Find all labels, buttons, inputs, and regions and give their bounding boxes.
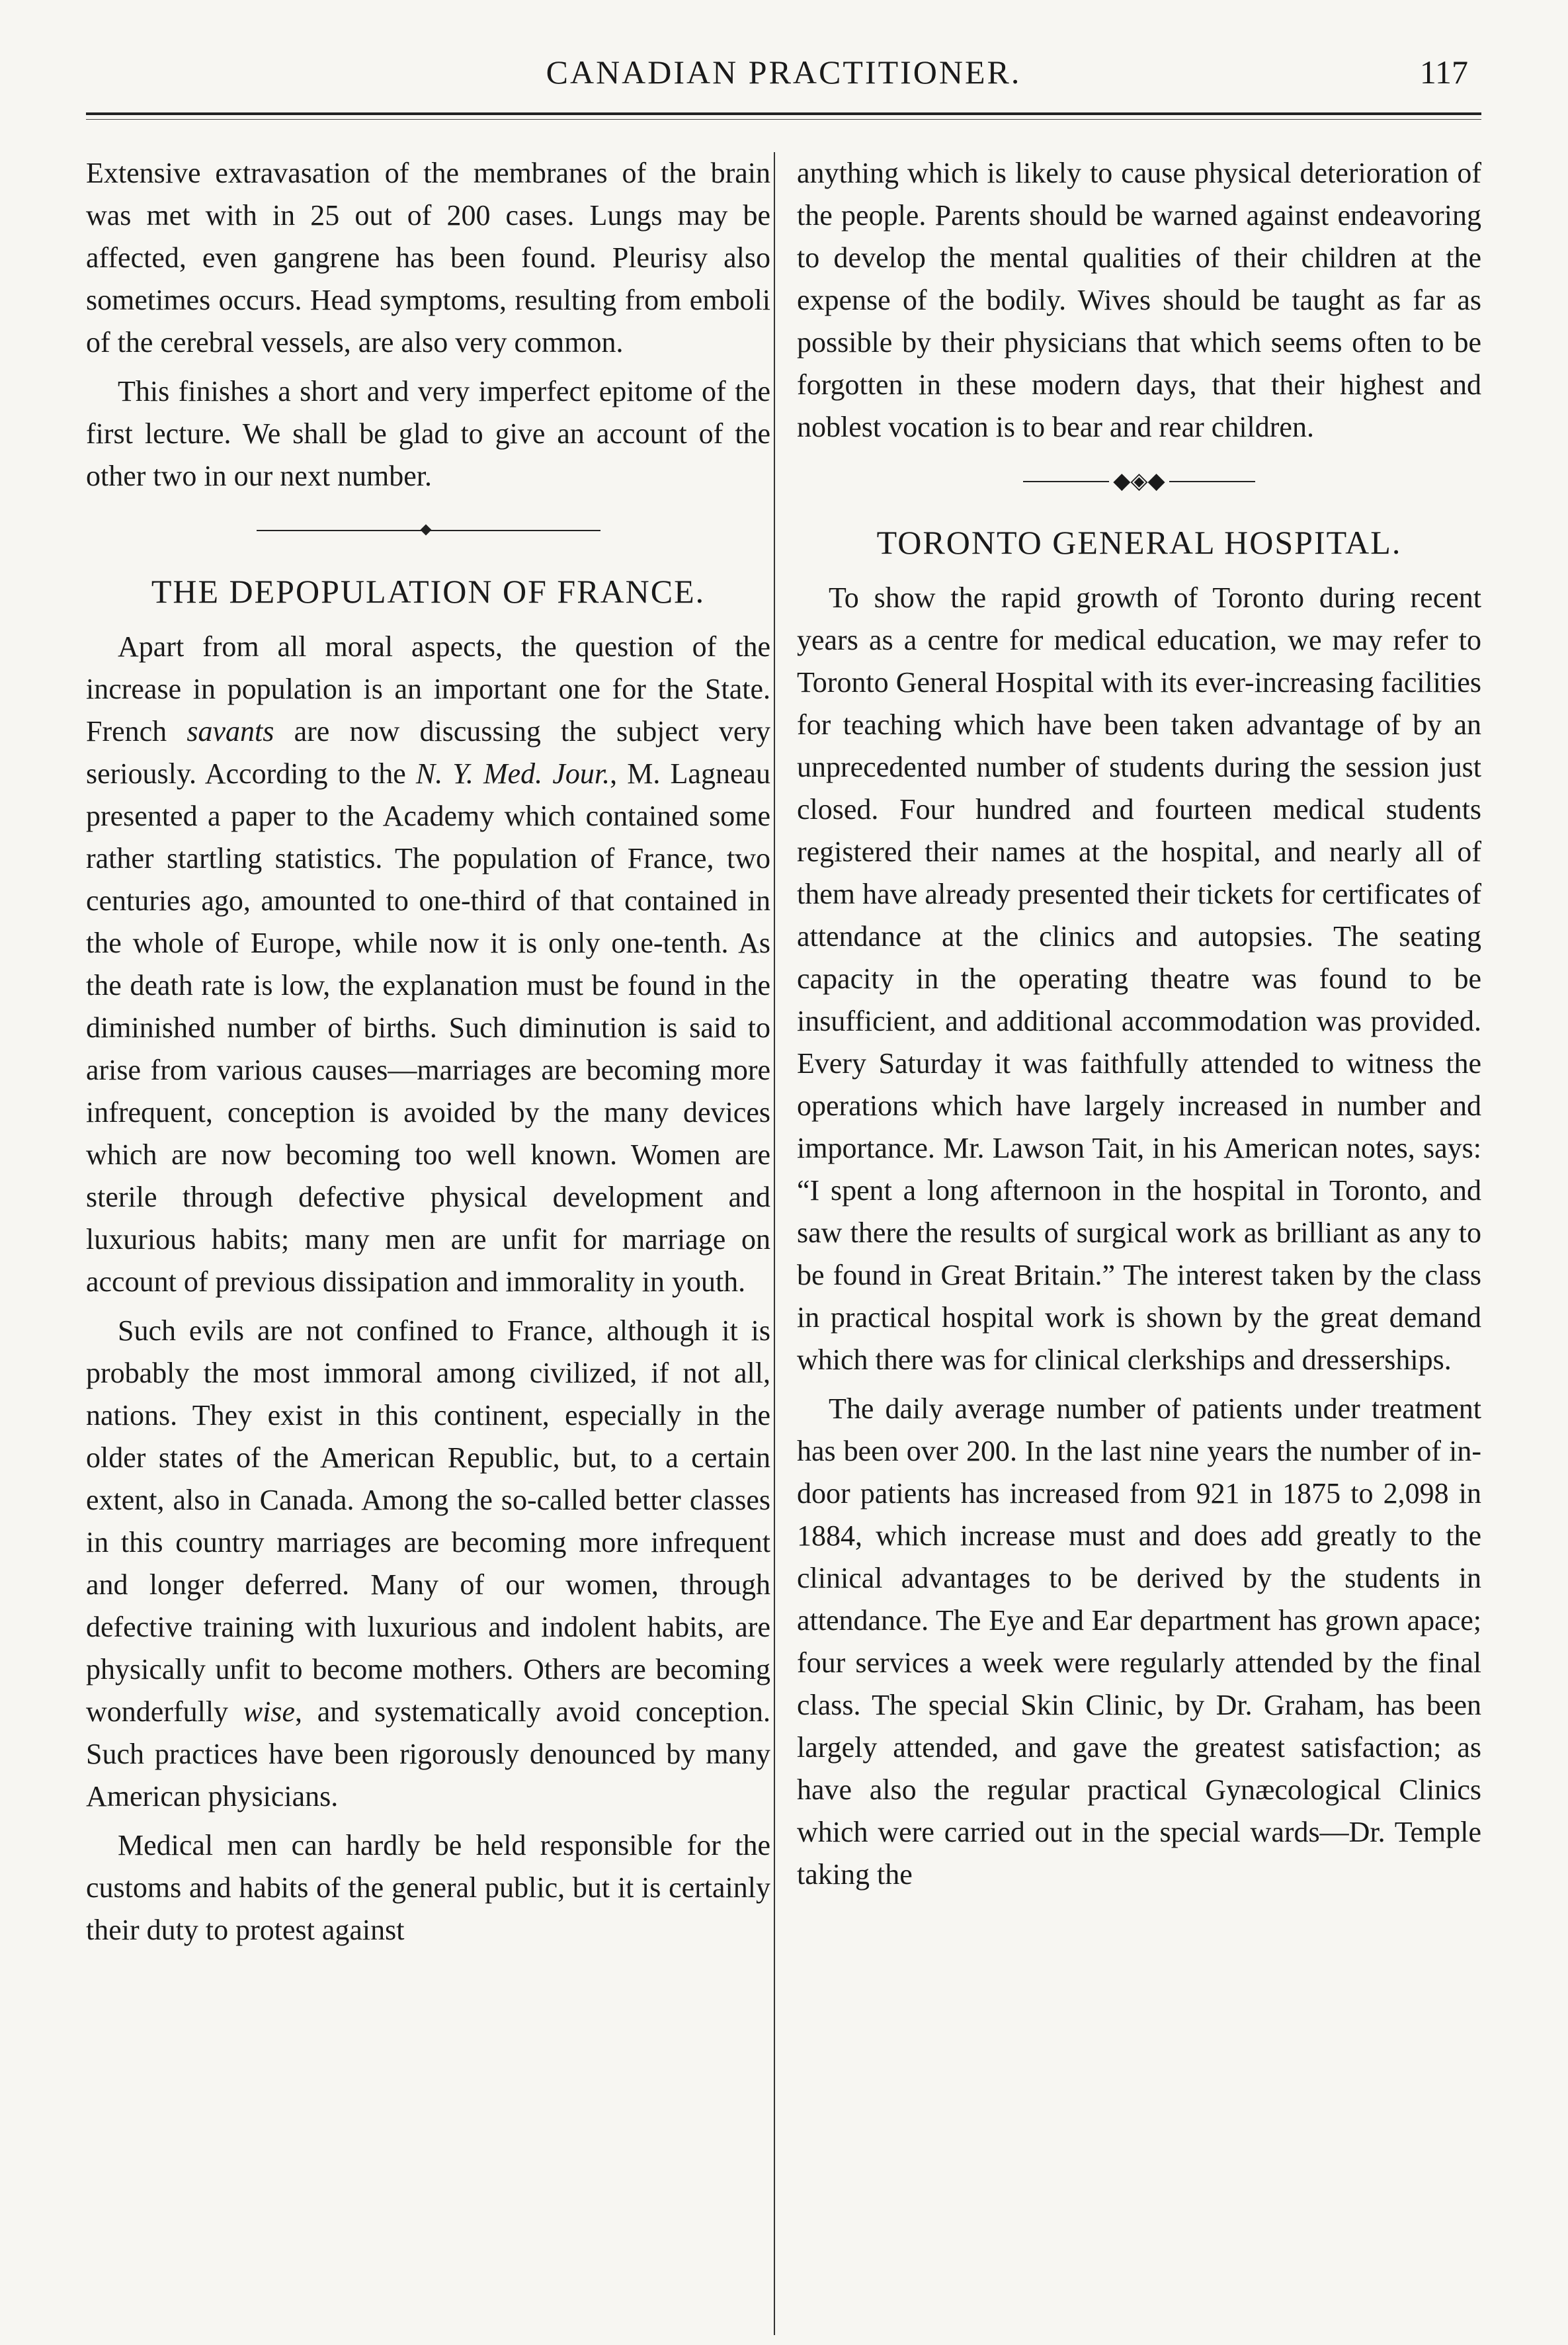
ornament-icon: ◆◈◆ bbox=[1113, 469, 1165, 493]
right-column bbox=[797, 152, 1481, 1902]
running-head: CANADIAN PRACTITIONER. bbox=[546, 54, 1022, 91]
section-divider bbox=[86, 511, 770, 550]
italic-term: savants bbox=[186, 715, 274, 747]
text-run: , M. Lagneau presented a paper to the Academy which contained some rather startling statistics. The population of France, two centuries ago, amounted to one-third of that contained in the whole of Europe, while now it is only one-tenth. As the death rate is low, the explanation must be found in the diminished number of births. Such diminution is said to arise from various causes—marriages are becoming more infrequent, conception is avoided by the many devices which are now becoming too well known. Women are sterile through defective physical development and luxurious habits; many men are unfit for marriage on account of previous dissipation and immorality in youth. bbox=[86, 757, 771, 1298]
text-run: Apart from all moral aspects, the question of the increase in population is an important one for the State. French bbox=[86, 630, 770, 747]
text-run: Such evils are not confined to France, although it is probably the most immoral among civilized, if not all, nations. They exist in this continent, especially in the older states of the American Republic, but, to a certain extent, also in Canada. Among the so-called better classes in this country marriages are becoming more infrequent and longer deferred. Many of our women, through defective training with luxurious and indolent habits, are physically unfit to become mothers. Others are becoming wonderfully bbox=[86, 1314, 770, 1728]
text-run: are now discussing the subject very seriously. According to the bbox=[86, 715, 770, 790]
paragraph: Medical men can hardly be held responsible for the customs and habits of the general public, but it is certainly their duty to protest against bbox=[86, 1829, 770, 1946]
column-divider bbox=[774, 152, 775, 2335]
paragraph: To show the rapid growth of Toronto during recent years as a centre for medical education, we may refer to Toronto General Hospital with its ever-increasing facilities for teaching which have been taken advantage of by an unprecedented number of students during the session just closed. Four hundred and fourteen medical students registered their names at the hospital, and nearly all of them have already presented their tickets for certificates of attendance at the clinics and autopsies. The seating capacity in the operating theatre was found to be insufficient, and additional accommodation was provided. Every Saturday it was faithfully attended to witness the operations which have largely increased in number and importance. Mr. Lawson Tait, in his American notes, says: “I spent a long afternoon in the hospital in Toronto, and saw there the results of surgical work as brilliant as any to be found in Great Britain.” The interest taken by the class in practical hospital work is shown by the great demand which there was for clinical clerkships and dresserships. bbox=[797, 581, 1481, 1376]
paragraph bbox=[86, 626, 770, 1303]
header-rule-thin bbox=[86, 119, 1481, 120]
divider-line bbox=[1169, 481, 1255, 482]
page-number: 117 bbox=[1419, 54, 1468, 91]
paragraph: anything which is likely to cause physical deterioration of the people. Parents should be warned against endeavoring to develop the mental qualities of their children at the expense of the bodily. Wives should be taught as far as possible by their physicians that which seems often to be forgotten in these modern days, that their highest and noblest vocation is to bear and rear children. bbox=[797, 157, 1481, 443]
paragraph: The daily average number of patients under treatment has been over 200. In the last nine years the number of in-door patients has increased from 921 in 1875 to 2,098 in 1884, which increase must and does add greatly to the clinical advantages to be derived by the students in attendance. The Eye and Ear department has grown apace; four services a week were regularly attended by the final class. The special Skin Clinic, by Dr. Graham, has been largely attended, and gave the greatest satisfaction; as have also the regular practical Gynæcological Clinics which were carried out in the special wards—Dr. Temple taking the bbox=[797, 1392, 1481, 1891]
left-column bbox=[86, 152, 770, 1958]
divider-line bbox=[257, 530, 600, 531]
header-rule bbox=[86, 112, 1481, 115]
article-heading: THE DEPOPULATION OF FRANCE. bbox=[151, 573, 706, 610]
divider-line bbox=[1023, 481, 1109, 482]
section-divider bbox=[797, 462, 1481, 501]
page-header bbox=[86, 46, 1481, 112]
paragraph: Extensive extravasation of the membranes of the brain was met with in 25 out of 200 cases. Lungs may be affected, even gangrene has been found. Pleurisy also sometimes occurs. Head symptoms, resulting from emboli of the cerebral vessels, are also very common. bbox=[86, 157, 770, 359]
italic-term: wise bbox=[243, 1695, 296, 1728]
journal-name: N. Y. Med. Jour. bbox=[415, 757, 610, 790]
divider-diamond bbox=[420, 525, 431, 536]
paragraph: This finishes a short and very imperfect epitome of the first lecture. We shall be glad to give an account of the other two in our next number. bbox=[86, 375, 770, 492]
divider-ornament bbox=[1023, 470, 1255, 493]
paragraph bbox=[86, 1310, 770, 1818]
text-run: , and systematically avoid conception. Such practices have been rigorously denounced by many American physicians. bbox=[86, 1695, 770, 1812]
article-heading: TORONTO GENERAL HOSPITAL. bbox=[876, 524, 1402, 561]
